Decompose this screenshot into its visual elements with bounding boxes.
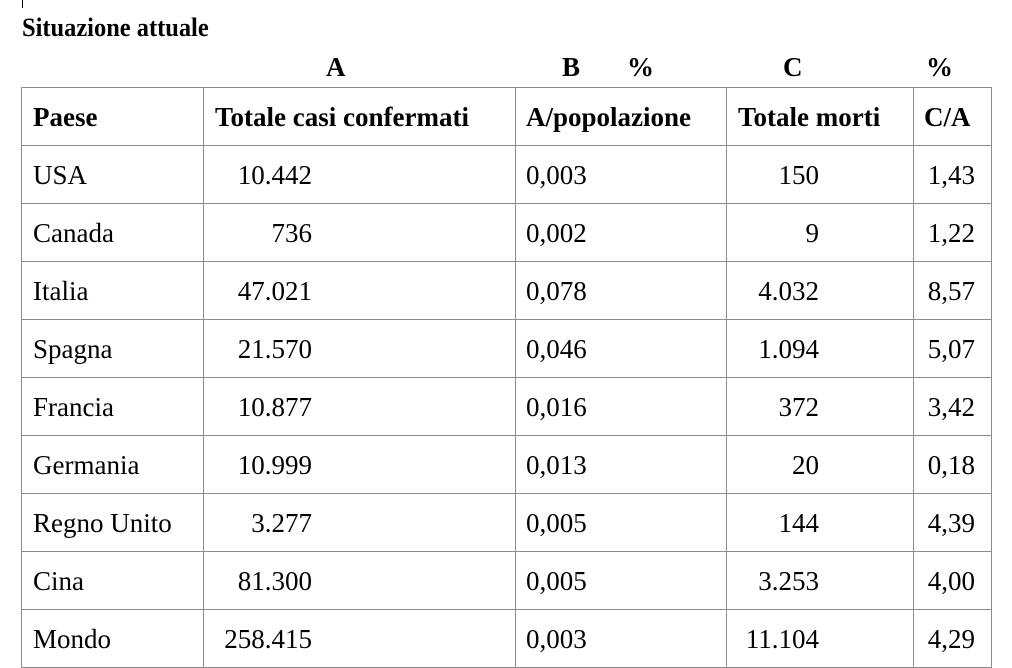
cell-cases-per-population: 0,013 [516,436,727,494]
cell-total-deaths: 150 [727,146,914,204]
table-row [22,378,992,436]
cell-total-cases: 258.415 [204,610,516,668]
header-country: Paese [22,88,204,146]
table-row [22,436,992,494]
page-title: Situazione attuale [22,13,209,42]
cell-total-deaths: 144 [727,494,914,552]
cell-total-deaths: 1.094 [727,320,914,378]
header-total-cases: Totale casi confermati [204,88,516,146]
cell-deaths-per-cases: 1,22 [914,204,992,262]
cell-total-cases: 3.277 [204,494,516,552]
table-row [22,204,992,262]
column-letter-b: B [562,52,581,82]
table-row [22,320,992,378]
cell-country: Regno Unito [22,494,204,552]
cell-country: Cina [22,552,204,610]
cell-total-deaths: 372 [727,378,914,436]
header-cases-per-population: A/popolazione [516,88,727,146]
cell-deaths-per-cases: 3,42 [914,378,992,436]
header-total-deaths: Totale morti [727,88,914,146]
cell-total-cases: 10.999 [204,436,516,494]
cell-deaths-per-cases: 5,07 [914,320,992,378]
cell-country: Mondo [22,610,204,668]
cell-cases-per-population: 0,002 [516,204,727,262]
table-row [22,494,992,552]
cell-deaths-per-cases: 8,57 [914,262,992,320]
cell-cases-per-population: 0,016 [516,378,727,436]
cell-country: Francia [22,378,204,436]
table-row [22,262,992,320]
cell-country: Canada [22,204,204,262]
cell-total-deaths: 3.253 [727,552,914,610]
cell-total-cases: 21.570 [204,320,516,378]
column-letter-b-percent: % [627,52,654,82]
cell-cases-per-population: 0,003 [516,146,727,204]
cell-deaths-per-cases: 4,39 [914,494,992,552]
header-deaths-per-cases: C/A [914,88,992,146]
cell-cases-per-population: 0,005 [516,552,727,610]
cell-deaths-per-cases: 0,18 [914,436,992,494]
column-letter-c: C [783,52,803,82]
table-row [22,552,992,610]
table-row [22,610,992,668]
cell-country: Germania [22,436,204,494]
cell-total-cases: 81.300 [204,552,516,610]
cell-cases-per-population: 0,003 [516,610,727,668]
cell-cases-per-population: 0,005 [516,494,727,552]
table-header-row [22,88,992,146]
cell-total-deaths: 20 [727,436,914,494]
cell-total-cases: 10.877 [204,378,516,436]
covid-data-table [21,87,992,668]
cell-cases-per-population: 0,046 [516,320,727,378]
cell-country: USA [22,146,204,204]
cell-country: Spagna [22,320,204,378]
cell-total-cases: 736 [204,204,516,262]
cell-total-deaths: 4.032 [727,262,914,320]
cell-deaths-per-cases: 4,00 [914,552,992,610]
cell-deaths-per-cases: 4,29 [914,610,992,668]
cell-total-cases: 47.021 [204,262,516,320]
column-letter-c-percent: % [926,52,953,82]
table-row [22,146,992,204]
text-cursor-mark [22,0,23,8]
cell-country: Italia [22,262,204,320]
cell-deaths-per-cases: 1,43 [914,146,992,204]
cell-total-deaths: 9 [727,204,914,262]
cell-total-deaths: 11.104 [727,610,914,668]
column-letter-a: A [326,52,346,82]
cell-total-cases: 10.442 [204,146,516,204]
cell-cases-per-population: 0,078 [516,262,727,320]
